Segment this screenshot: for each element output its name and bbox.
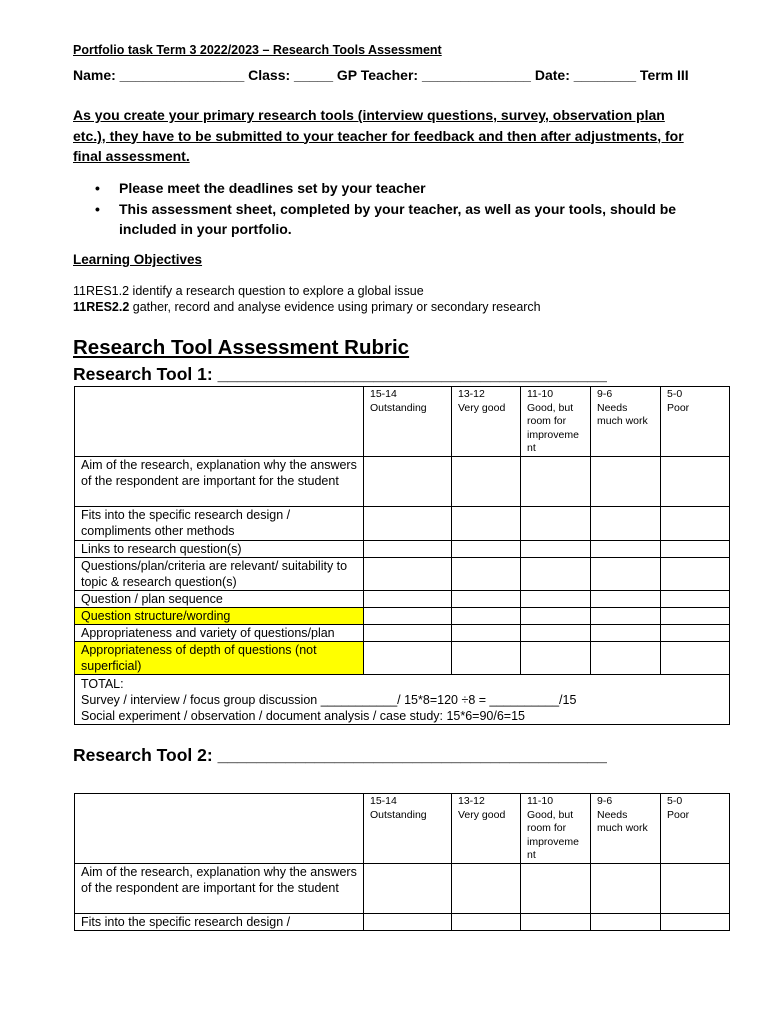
research-tool-2-heading: Research Tool 2: ________________________________________ — [73, 745, 607, 765]
score-cell[interactable] — [661, 641, 730, 674]
score-cell[interactable] — [661, 590, 730, 607]
score-cell[interactable] — [591, 624, 661, 641]
score-column-good: 11-10 Good, but room for improveme nt — [521, 794, 591, 864]
table-row — [75, 456, 730, 506]
criterion-cell: Question / plan sequence — [75, 590, 364, 607]
score-cell[interactable] — [591, 913, 661, 930]
score-cell[interactable] — [661, 506, 730, 540]
score-column-needs-work: 9-6 Needs much work — [591, 794, 661, 864]
score-column-poor: 5-0 Poor — [661, 387, 730, 457]
total-formula-experiment: Social experiment / observation / document analysis / case study: 15*6=90/6=15 — [81, 708, 526, 723]
score-cell[interactable] — [661, 913, 730, 930]
score-cell[interactable] — [452, 540, 521, 557]
objective-text: gather, record and analyse evidence using primary or secondary research — [129, 300, 541, 314]
score-cell[interactable] — [591, 456, 661, 506]
score-column-outstanding: 15-14 Outstanding — [364, 387, 452, 457]
table-row — [75, 557, 730, 590]
score-cell[interactable] — [521, 557, 591, 590]
score-cell[interactable] — [452, 456, 521, 506]
score-cell[interactable] — [364, 624, 452, 641]
score-cell[interactable] — [661, 456, 730, 506]
objective-text: identify a research question to explore a global issue — [129, 284, 424, 298]
document-title: Portfolio task Term 3 2022/2023 – Research Tools Assessment — [73, 43, 442, 57]
score-cell[interactable] — [521, 863, 591, 913]
score-cell[interactable] — [364, 590, 452, 607]
score-cell[interactable] — [591, 607, 661, 624]
table-row — [75, 641, 730, 674]
criterion-cell-highlighted: Appropriateness of depth of questions (not superficial) — [75, 641, 364, 674]
score-column-needs-work: 9-6 Needs much work — [591, 387, 661, 457]
score-cell[interactable] — [452, 590, 521, 607]
table-row — [75, 540, 730, 557]
rubric-table-1 — [74, 386, 730, 725]
score-cell[interactable] — [364, 913, 452, 930]
score-cell[interactable] — [452, 607, 521, 624]
score-cell[interactable] — [521, 641, 591, 674]
score-cell[interactable] — [452, 506, 521, 540]
score-cell[interactable] — [661, 607, 730, 624]
learning-objective-1 — [73, 284, 424, 298]
name-class-date-line: Name: ________________ Class: _____ GP Teacher: ______________ Date: ________ Term III — [73, 67, 689, 83]
score-cell[interactable] — [661, 557, 730, 590]
criterion-cell: Questions/plan/criteria are relevant/ suitability to topic & research question(s) — [75, 557, 364, 590]
bullet-dot-icon: • — [95, 200, 100, 217]
score-cell[interactable] — [452, 624, 521, 641]
score-cell[interactable] — [591, 641, 661, 674]
score-cell[interactable] — [521, 590, 591, 607]
learning-objective-2 — [73, 300, 541, 314]
learning-objectives-heading: Learning Objectives — [73, 252, 203, 267]
score-header-row — [75, 794, 730, 864]
criteria-header-cell — [75, 387, 364, 457]
rubric-table-2 — [74, 793, 730, 931]
table-row — [75, 863, 730, 913]
score-cell[interactable] — [364, 607, 452, 624]
total-formula-survey: Survey / interview / focus group discussion ___________/ 15*8=120 ÷8 = __________/15 — [81, 692, 577, 707]
table-row — [75, 506, 730, 540]
objective-code: 11RES1.2 — [73, 284, 130, 298]
score-cell[interactable] — [521, 506, 591, 540]
score-cell[interactable] — [364, 863, 452, 913]
bullet-dot-icon: • — [95, 180, 100, 196]
score-column-outstanding: 15-14 Outstanding — [364, 794, 452, 864]
score-cell[interactable] — [452, 863, 521, 913]
score-cell[interactable] — [452, 913, 521, 930]
score-cell[interactable] — [364, 456, 452, 506]
total-cell — [75, 674, 730, 724]
score-cell[interactable] — [452, 641, 521, 674]
criterion-cell: Aim of the research, explanation why the answers of the respondent are important for the student — [75, 863, 364, 913]
score-cell[interactable] — [521, 540, 591, 557]
score-cell[interactable] — [591, 557, 661, 590]
score-cell[interactable] — [591, 506, 661, 540]
rubric-title: Research Tool Assessment Rubric — [73, 336, 410, 359]
total-label: TOTAL: — [81, 676, 124, 691]
criterion-cell: Aim of the research, explanation why the answers of the respondent are important for the student — [75, 456, 364, 506]
score-header-row — [75, 387, 730, 457]
score-cell[interactable] — [364, 540, 452, 557]
score-cell[interactable] — [452, 557, 521, 590]
score-cell[interactable] — [521, 456, 591, 506]
score-cell[interactable] — [661, 624, 730, 641]
score-cell[interactable] — [364, 641, 452, 674]
total-row — [75, 674, 730, 724]
research-tool-1-heading: Research Tool 1: ________________________________________ — [73, 364, 607, 384]
score-column-very-good: 13-12 Very good — [452, 794, 521, 864]
objective-code: 11RES2.2 — [73, 300, 130, 314]
table-row — [75, 590, 730, 607]
score-column-good: 11-10 Good, but room for improveme nt — [521, 387, 591, 457]
score-cell[interactable] — [591, 540, 661, 557]
score-column-poor: 5-0 Poor — [661, 794, 730, 864]
score-cell[interactable] — [661, 863, 730, 913]
bullet-item: • Please meet the deadlines set by your teacher — [73, 178, 693, 199]
score-cell[interactable] — [591, 590, 661, 607]
criteria-header-cell — [75, 794, 364, 864]
score-cell[interactable] — [591, 863, 661, 913]
bullet-item: • This assessment sheet, completed by your teacher, as well as your tools, should be included in your portfolio. — [95, 200, 677, 237]
criterion-cell: Fits into the specific research design / compliments other methods — [75, 506, 364, 540]
score-cell[interactable] — [521, 913, 591, 930]
criterion-cell: Fits into the specific research design / — [75, 913, 364, 930]
table-row — [75, 913, 730, 930]
criterion-cell: Links to research question(s) — [75, 540, 364, 557]
score-cell[interactable] — [521, 624, 591, 641]
score-cell[interactable] — [661, 540, 730, 557]
bullet-list — [73, 178, 693, 240]
score-column-very-good: 13-12 Very good — [452, 387, 521, 457]
table-row — [75, 624, 730, 641]
criterion-cell: Appropriateness and variety of questions/plan — [75, 624, 364, 641]
score-cell[interactable] — [521, 607, 591, 624]
score-cell[interactable] — [364, 557, 452, 590]
table-row — [75, 607, 730, 624]
score-cell[interactable] — [364, 506, 452, 540]
instruction-paragraph: As you create your primary research tools (interview questions, survey, observation plan etc.), they have to be submitted to your teacher for feedback and then after adjustments, for final assessment. — [73, 107, 684, 164]
criterion-cell-highlighted: Question structure/wording — [75, 607, 364, 624]
